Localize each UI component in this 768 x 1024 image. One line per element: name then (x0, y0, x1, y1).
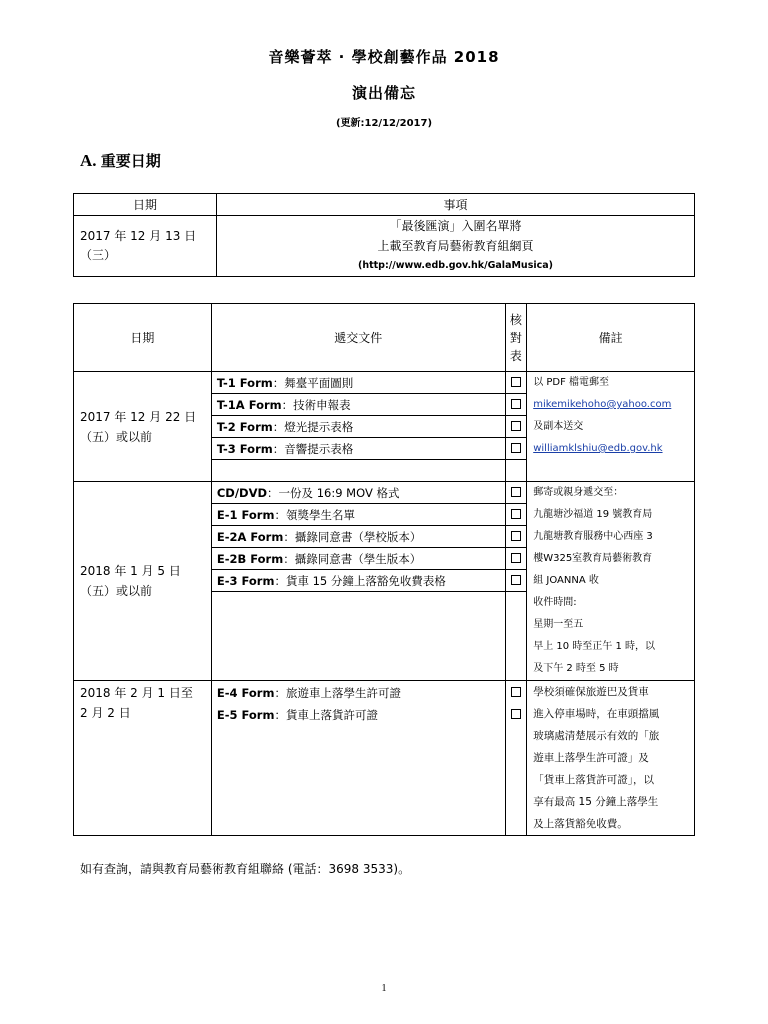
form-name: ：攝錄同意書（學生版本） (283, 551, 422, 566)
remark-line: 玻璃處清楚展示有效的「旅 (533, 730, 660, 742)
checkbox-cell (505, 438, 527, 460)
email-link[interactable]: mikemikehoho@yahoo.com (533, 399, 672, 410)
submission-table (73, 303, 695, 836)
event-url[interactable]: (http://www.edb.gov.hk/GalaMusica) (357, 260, 553, 271)
document-item (211, 548, 505, 570)
remark-line: 「貨車上落貨許可證」，以 (533, 774, 654, 786)
checkbox-cell (505, 482, 527, 504)
remark-line: 及上落貨豁免收費。 (533, 818, 628, 830)
remark-line: 組 JOANNA 收 (533, 575, 599, 586)
document-item (212, 704, 505, 726)
form-name: ：技術申報表 (281, 397, 351, 412)
table-row (74, 372, 695, 394)
date-cell (74, 681, 212, 836)
important-dates-table (73, 193, 695, 277)
checkbox-icon[interactable] (511, 443, 521, 453)
form-code: E-2B Form (216, 551, 284, 566)
date-line: 2018 年 1 月 5 日 (80, 564, 181, 578)
document-item (211, 482, 505, 504)
checkbox-icon[interactable] (511, 421, 521, 431)
empty-check-cell (505, 592, 527, 681)
checkbox-icon[interactable] (511, 531, 521, 541)
form-code: E-3 Form (216, 573, 275, 588)
event-cell (217, 216, 695, 277)
remark-line: 進入停車場時，在車頭擋風 (533, 708, 660, 720)
remark-line: 星期一至五 (533, 619, 584, 630)
form-code: E-4 Form (216, 686, 275, 700)
date-line: 2017 年 12 月 13 日 (80, 229, 197, 243)
document-item (211, 394, 505, 416)
form-name: ：舞臺平面圖則 (272, 375, 354, 390)
remarks-cell (527, 482, 695, 681)
enquiry-note: 如有查詢，請與教育局藝術教育組聯絡 (電話：3698 3533)。 (80, 862, 411, 876)
checkbox-cell (505, 526, 527, 548)
remark-line: 及下午 2 時至 5 時 (533, 663, 619, 674)
form-code: CD/DVD (216, 485, 268, 500)
header-date: 日期 (74, 194, 217, 216)
date-line: 2017 年 12 月 22 日 (80, 409, 197, 424)
checkbox-icon[interactable] (511, 509, 521, 519)
remark-line: 九龍塘沙福道 19 號教育局 (533, 509, 653, 520)
header-checklist-char: 表 (509, 348, 522, 363)
remark-line: 以 PDF 檔電郵至 (533, 377, 610, 388)
document-item (211, 570, 505, 592)
date-cell (74, 372, 212, 482)
form-name: ：燈光提示表格 (272, 419, 354, 434)
empty-doc-cell (211, 592, 505, 681)
empty-check-cell (505, 460, 527, 482)
checkbox-icon[interactable] (511, 687, 521, 697)
weekday-line: （三） (80, 248, 117, 262)
empty-doc-cell (211, 460, 505, 482)
form-code: E-5 Form (216, 708, 275, 722)
checkbox-cell (505, 394, 527, 416)
checkbox-cell (505, 372, 527, 394)
form-name: ：領獎學生名單 (274, 507, 355, 522)
checkbox-icon[interactable] (511, 553, 521, 563)
document-item (212, 682, 505, 704)
checkbox-icon[interactable] (511, 377, 521, 387)
form-code: E-1 Form (216, 507, 275, 522)
checkbox-icon[interactable] (511, 709, 521, 719)
checkbox-icon[interactable] (511, 487, 521, 497)
section-a-heading (80, 150, 161, 171)
deadline-line: （五）或以前 (80, 429, 153, 444)
checkbox-cell (505, 504, 527, 526)
deadline-line: （五）或以前 (80, 584, 153, 598)
document-item (211, 504, 505, 526)
form-code: T-1A Form (216, 397, 282, 412)
date-cell (74, 482, 212, 681)
document-list (211, 681, 505, 836)
form-name: ：攝錄同意書（學校版本） (283, 529, 422, 544)
page-subtitle: 演出備忘 (351, 84, 416, 102)
section-letter: A. (80, 151, 97, 170)
header-event: 事項 (217, 194, 695, 216)
form-code: E-2A Form (216, 529, 284, 544)
date-line: 2018 年 2 月 1 日至 (80, 686, 193, 700)
document-item (211, 416, 505, 438)
event-line: 「最後匯演」入圍名單將 (389, 219, 522, 233)
remark-line: 收件時間: (533, 597, 577, 608)
table-header-row (74, 304, 695, 372)
table-row (74, 216, 695, 277)
date-line: 2 月 2 日 (80, 706, 131, 720)
remark-line: 及副本送交 (533, 421, 584, 432)
header-documents: 遞交文件 (211, 304, 505, 372)
section-title: 重要日期 (100, 152, 161, 170)
page-number: 1 (381, 983, 387, 994)
remarks-cell (527, 681, 695, 836)
remarks-cell (527, 372, 695, 482)
form-name: ：旅遊車上落學生許可證 (274, 686, 401, 700)
document-stack (212, 682, 505, 726)
remark-line: 九龍塘教育服務中心西座 3 (533, 531, 653, 542)
checkbox-cell (505, 570, 527, 592)
email-link[interactable]: williamklshiu@edb.gov.hk (533, 443, 663, 454)
checkbox-icon[interactable] (511, 399, 521, 409)
event-line: 上載至教育局藝術教育組網頁 (377, 239, 534, 253)
checkbox-cell (505, 548, 527, 570)
remark-line: 遊車上落學生許可證」及 (533, 752, 649, 764)
table-row (74, 681, 695, 836)
header-remarks: 備註 (527, 304, 695, 372)
page-title: 音樂薈萃 · 學校創藝作品 2018 (268, 48, 500, 66)
remark-line: 早上 10 時至正午 1 時，以 (533, 641, 656, 652)
checkbox-cell (505, 681, 527, 836)
header-checklist-char: 核 (509, 312, 522, 327)
remark-line: 樓W325室教育局藝術教育 (533, 553, 653, 564)
form-code: T-3 Form (216, 441, 273, 456)
header-checklist-char: 對 (509, 330, 522, 345)
form-name: ：貨車上落貨許可證 (274, 708, 378, 722)
checkbox-icon[interactable] (511, 575, 521, 585)
date-cell (74, 216, 217, 277)
form-name: ：一份及 16:9 MOV 格式 (267, 485, 400, 500)
table-row (74, 482, 695, 504)
header-checklist (505, 304, 527, 372)
document-item (211, 438, 505, 460)
form-name: ：音響提示表格 (272, 441, 354, 456)
update-date: (更新:12/12/2017) (335, 118, 433, 129)
table-header-row (74, 194, 695, 216)
remark-line: 學校須確保旅遊巴及貨車 (533, 686, 649, 698)
remark-line: 享有最高 15 分鐘上落學生 (533, 796, 659, 808)
document-item (211, 526, 505, 548)
header-date: 日期 (74, 304, 212, 372)
document-item (211, 372, 505, 394)
checkbox-stack (506, 682, 527, 726)
checkbox-cell (505, 416, 527, 438)
remark-line: 郵寄或親身遞交至： (533, 487, 624, 498)
form-code: T-2 Form (216, 419, 273, 434)
form-name: ：貨車 15 分鐘上落豁免收費表格 (274, 573, 446, 588)
form-code: T-1 Form (216, 375, 273, 390)
